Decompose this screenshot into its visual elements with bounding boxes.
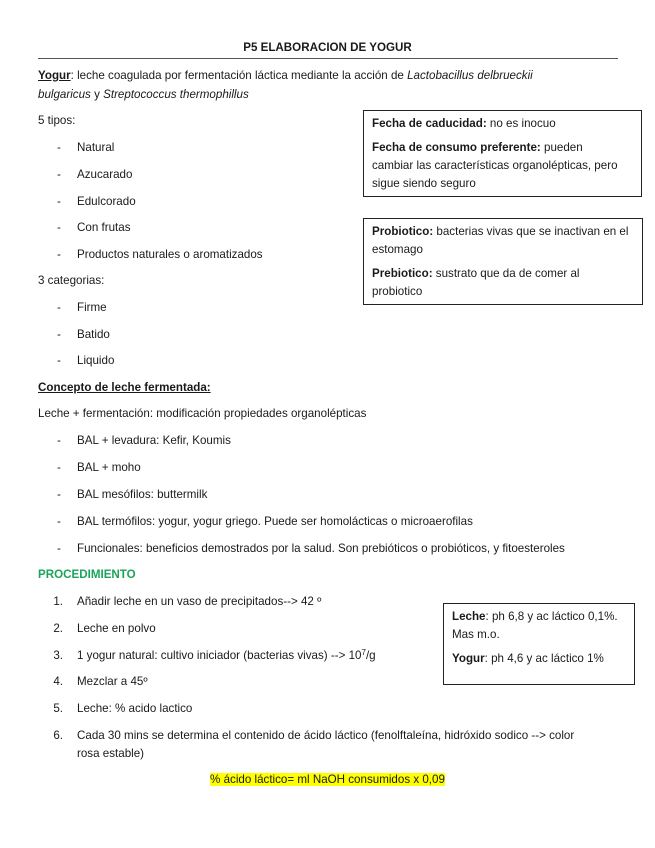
list-item: - Natural bbox=[57, 141, 115, 154]
title-divider bbox=[38, 58, 618, 59]
list-item: - Batido bbox=[57, 328, 110, 341]
procedure-step: 3. 1 yogur natural: cultivo iniciador (bacterias vivas) --> $10^7/g$ bbox=[53, 648, 376, 662]
fermented-intro: Leche + fermentación: modificación propiedades organolépticas bbox=[38, 407, 367, 420]
yogur-definition-line2 bbox=[38, 87, 249, 102]
species-1: Lactobacillus delbrueckii bbox=[407, 69, 533, 82]
list-item: - BAL + moho bbox=[57, 461, 141, 474]
list-item: - Con frutas bbox=[57, 221, 131, 234]
definition-text: : leche coagulada por fermentación láctica mediante la acción de bbox=[70, 69, 408, 82]
fermented-heading: Concepto de leche fermentada: bbox=[38, 381, 211, 394]
page-title: P5 ELABORACION DE YOGUR bbox=[243, 41, 412, 54]
procedure-step-cont: rosa estable) bbox=[77, 747, 145, 760]
yogur-definition bbox=[38, 68, 533, 83]
list-item: - Azucarado bbox=[57, 168, 133, 181]
procedure-step: 4. Mezclar a 45º bbox=[53, 675, 148, 688]
lactic-acid-formula: % ácido láctico= ml NaOH consumidos x 0,09 bbox=[210, 773, 445, 786]
list-item: - Edulcorado bbox=[57, 195, 136, 208]
yogur-term: Yogur bbox=[38, 69, 71, 82]
procedure-step: 6. Cada 30 mins se determina el contenido de ácido láctico (fenolftaleína, hidróxido sodico --> color bbox=[53, 729, 575, 742]
procedure-step: 5. Leche: % acido lactico bbox=[53, 702, 193, 715]
list-item: - BAL + levadura: Kefir, Koumis bbox=[57, 434, 231, 447]
connector: y bbox=[90, 88, 104, 101]
list-item: - Funcionales: beneficios demostrados por la salud. Son prebióticos o probióticos, y fitoesteroles bbox=[57, 542, 565, 555]
species-1b: bulgaricus bbox=[38, 88, 91, 101]
procedure-step: 1. Añadir leche en un vaso de precipitados--> 42 º bbox=[53, 595, 322, 608]
list-item: - BAL mesófilos: buttermilk bbox=[57, 488, 208, 501]
species-2: Streptococcus thermophillus bbox=[103, 88, 249, 101]
list-item: - BAL termófilos: yogur, yogur griego. Puede ser homolácticas o microaerofilas bbox=[57, 515, 473, 528]
categories-heading: 3 categorias: bbox=[38, 274, 105, 287]
procedure-heading: PROCEDIMIENTO bbox=[38, 568, 136, 581]
lactic-formula-row bbox=[0, 772, 655, 787]
types-heading: 5 tipos: bbox=[38, 114, 76, 127]
list-item: - Liquido bbox=[57, 354, 115, 367]
ph-box: Leche: ph 6,8 y ac láctico 0,1%. Mas m.o. Yogur: ph 4,6 y ac láctico 1% bbox=[443, 603, 635, 685]
list-item: - Firme bbox=[57, 301, 107, 314]
biotics-box: Probiotico: bacterias vivas que se inactivan en el estomago Prebiotico: sustrato que da de comer al probiotico bbox=[363, 218, 643, 305]
list-item: - Productos naturales o aromatizados bbox=[57, 248, 263, 261]
procedure-step: 2. Leche en polvo bbox=[53, 622, 156, 635]
dates-box: Fecha de caducidad: no es inocuo Fecha de consumo preferente: pueden cambiar las características organolépticas, pero sigue siendo seguro bbox=[363, 110, 642, 197]
